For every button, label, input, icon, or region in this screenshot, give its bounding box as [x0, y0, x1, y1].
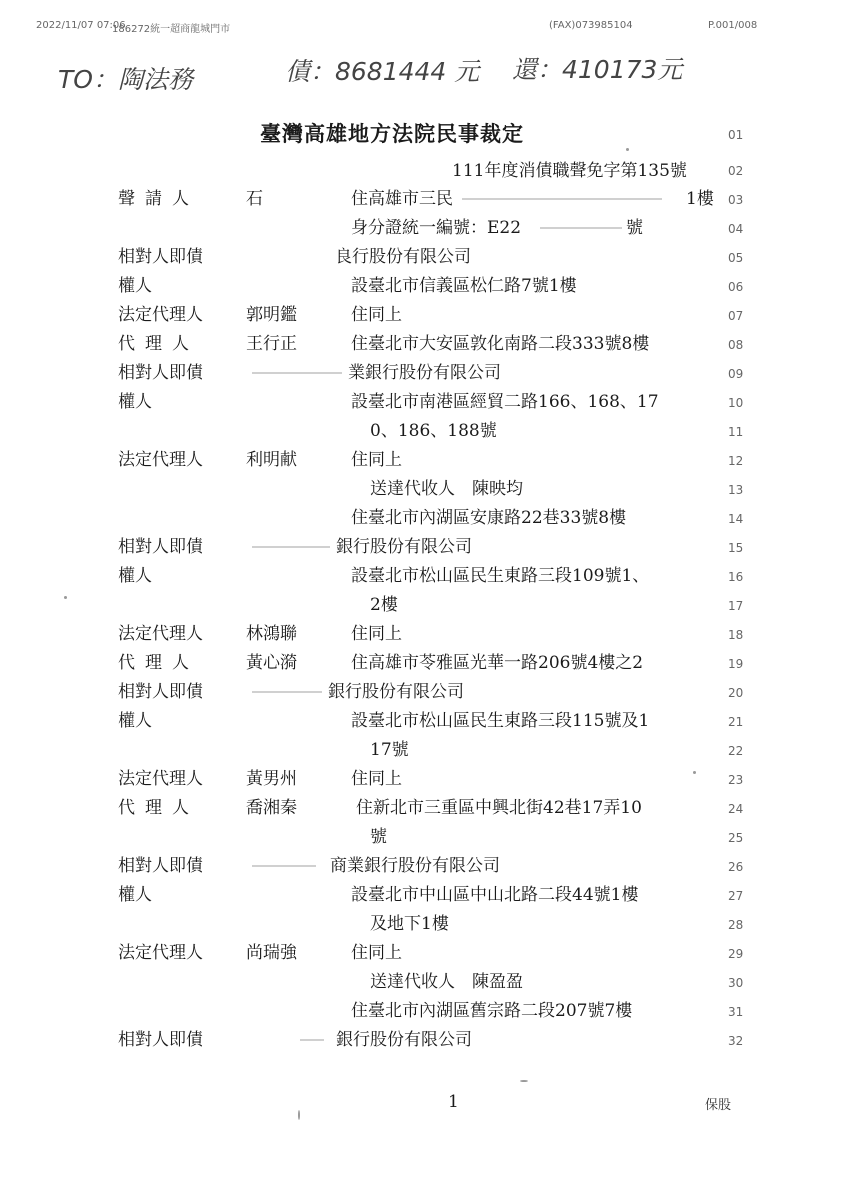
line-number: 26 [728, 860, 744, 874]
document-line [0, 651, 848, 675]
scan-speck [298, 1110, 300, 1120]
party-name: 林鴻聯 [246, 624, 297, 644]
line-number: 01 [728, 128, 744, 142]
creditor-bank: 業銀行股份有限公司 [348, 363, 501, 383]
case-number: 111年度消債職聲免字第135號 [452, 161, 687, 181]
line-number: 20 [728, 686, 744, 700]
document-line [0, 738, 848, 762]
address-continuation: 及地下1樓 [370, 914, 449, 934]
document-line [0, 854, 848, 878]
redaction-mark [462, 198, 662, 200]
party-role: 相對人即債 [118, 682, 203, 702]
document-line [0, 912, 848, 936]
id-number-tail: 號 [626, 218, 643, 238]
party-address: 住新北市三重區中興北街42巷17弄10 [356, 798, 642, 818]
party-role: 代理人 [118, 653, 199, 673]
party-role: 法定代理人 [118, 943, 203, 963]
party-role: 權人 [118, 276, 152, 296]
address-tail: 1樓 [686, 189, 714, 209]
party-name: 黃心漪 [246, 653, 297, 673]
handwritten-recipient: TO：陶法務 [58, 65, 193, 94]
party-name: 王行正 [246, 334, 297, 354]
line-number: 10 [728, 396, 744, 410]
party-name: 利明献 [246, 450, 297, 470]
party-role: 相對人即債 [118, 247, 203, 267]
scan-speck [64, 596, 67, 599]
document-title: 臺灣高雄地方法院民事裁定 [260, 121, 524, 146]
party-role: 權人 [118, 392, 152, 412]
scan-speck [693, 771, 696, 774]
fax-number: (FAX)073985104 [549, 20, 633, 31]
document-line [0, 883, 848, 907]
line-number: 02 [728, 164, 744, 178]
document-line [0, 506, 848, 530]
line-number: 15 [728, 541, 744, 555]
address-continuation: 0、186、188號 [370, 421, 497, 441]
party-name: 郭明鑑 [246, 305, 297, 325]
id-number: 身分證統一編號：E22 [351, 218, 522, 238]
line-number: 18 [728, 628, 744, 642]
party-name: 尚瑞強 [246, 943, 297, 963]
line-number: 17 [728, 599, 744, 613]
line-number: 13 [728, 483, 744, 497]
line-number: 06 [728, 280, 744, 294]
party-address: 住臺北市大安區敦化南路二段333號8樓 [351, 334, 650, 354]
fax-header [0, 20, 848, 36]
document-line [0, 187, 848, 211]
creditor-bank: 商業銀行股份有限公司 [330, 856, 500, 876]
party-role: 權人 [118, 885, 152, 905]
party-address: 住同上 [351, 943, 402, 963]
party-role: 相對人即債 [118, 1030, 203, 1050]
page-number: 1 [448, 1092, 459, 1112]
handwritten-annotations [0, 48, 848, 102]
document-line [0, 680, 848, 704]
section-mark: 保股 [705, 1098, 732, 1113]
line-number: 19 [728, 657, 744, 671]
document-line [0, 477, 848, 501]
party-name: 喬湘秦 [246, 798, 297, 818]
service-agent: 送達代收人 陳盈盈 [370, 972, 523, 992]
creditor-bank: 銀行股份有限公司 [328, 682, 464, 702]
party-role: 相對人即債 [118, 856, 203, 876]
party-address: 住同上 [351, 450, 402, 470]
line-number: 11 [728, 425, 744, 439]
document-line [0, 1028, 848, 1052]
party-address: 住同上 [351, 624, 402, 644]
line-number: 25 [728, 831, 744, 845]
document-line [0, 593, 848, 617]
fax-sender: 186272統一超商龍城門市 [112, 24, 231, 35]
redaction-mark [252, 546, 330, 548]
creditor-bank: 銀行股份有限公司 [336, 537, 472, 557]
party-name: 黃男州 [246, 769, 297, 789]
party-role: 法定代理人 [118, 624, 203, 644]
line-number: 29 [728, 947, 744, 961]
line-number: 16 [728, 570, 744, 584]
party-role: 法定代理人 [118, 450, 203, 470]
document-line [0, 709, 848, 733]
redaction-mark [252, 865, 316, 867]
line-number: 21 [728, 715, 744, 729]
party-address: 設臺北市南港區經貿二路166、168、17 [351, 392, 659, 412]
line-number: 14 [728, 512, 744, 526]
party-role: 代理人 [118, 798, 199, 818]
address-continuation: 2樓 [370, 595, 398, 615]
party-role: 聲請人 [118, 189, 199, 209]
party-name: 石 [246, 189, 263, 209]
line-number: 07 [728, 309, 744, 323]
party-role: 相對人即債 [118, 537, 203, 557]
party-address: 住高雄市苓雅區光華一路206號4樓之2 [351, 653, 644, 673]
line-number: 09 [728, 367, 744, 381]
document-line [0, 361, 848, 385]
document-line [0, 303, 848, 327]
document-line [0, 535, 848, 559]
party-address: 住同上 [351, 305, 402, 325]
party-address: 住臺北市內湖區安康路22巷33號8樓 [351, 508, 627, 528]
scan-speck [626, 148, 629, 151]
line-number: 12 [728, 454, 744, 468]
address-continuation: 17號 [370, 740, 409, 760]
party-role: 法定代理人 [118, 305, 203, 325]
redaction-mark [540, 227, 622, 229]
party-address: 住同上 [351, 769, 402, 789]
handwritten-repay-amount: 還：410173元 [512, 55, 683, 84]
fax-page-indicator: P.001/008 [708, 20, 758, 31]
party-address: 設臺北市松山區民生東路三段109號1、 [351, 566, 650, 586]
party-role: 法定代理人 [118, 769, 203, 789]
fax-timestamp: 2022/11/07 07:06 [36, 20, 126, 31]
redaction-mark [252, 372, 342, 374]
document-line [0, 796, 848, 820]
document-line [0, 825, 848, 849]
party-address: 設臺北市中山區中山北路二段44號1樓 [351, 885, 639, 905]
party-address: 設臺北市松山區民生東路三段115號及1 [351, 711, 650, 731]
creditor-bank: 良行股份有限公司 [318, 247, 471, 267]
line-number: 28 [728, 918, 744, 932]
line-number: 08 [728, 338, 744, 352]
document-line [0, 216, 848, 240]
line-number: 31 [728, 1005, 744, 1019]
line-number: 22 [728, 744, 744, 758]
line-number: 05 [728, 251, 744, 265]
document-line [0, 941, 848, 965]
redaction-mark [300, 1039, 324, 1041]
line-number: 27 [728, 889, 744, 903]
document-line [0, 419, 848, 443]
line-number: 24 [728, 802, 744, 816]
service-agent: 送達代收人 陳映均 [370, 479, 523, 499]
document-line [0, 970, 848, 994]
handwritten-debt-amount: 債：8681444 元 [285, 57, 480, 86]
party-role: 相對人即債 [118, 363, 203, 383]
line-number: 30 [728, 976, 744, 990]
party-role: 代理人 [118, 334, 199, 354]
party-role: 權人 [118, 711, 152, 731]
redaction-mark [252, 691, 322, 693]
document-line [0, 274, 848, 298]
party-address: 住臺北市內湖區舊宗路二段207號7樓 [351, 1001, 633, 1021]
line-number: 32 [728, 1034, 744, 1048]
document-line [0, 999, 848, 1023]
party-address: 設臺北市信義區松仁路7號1樓 [351, 276, 577, 296]
address-continuation: 號 [370, 827, 387, 847]
document-line [0, 448, 848, 472]
document-line [0, 332, 848, 356]
creditor-bank: 銀行股份有限公司 [336, 1030, 472, 1050]
document-line [0, 564, 848, 588]
document-line [0, 767, 848, 791]
document-line [0, 245, 848, 269]
document-line [0, 390, 848, 414]
line-number: 03 [728, 193, 744, 207]
party-role: 權人 [118, 566, 152, 586]
scan-speck [520, 1080, 528, 1082]
party-address: 住高雄市三民 [351, 189, 453, 209]
document-line [0, 622, 848, 646]
line-number: 23 [728, 773, 744, 787]
line-number: 04 [728, 222, 744, 236]
